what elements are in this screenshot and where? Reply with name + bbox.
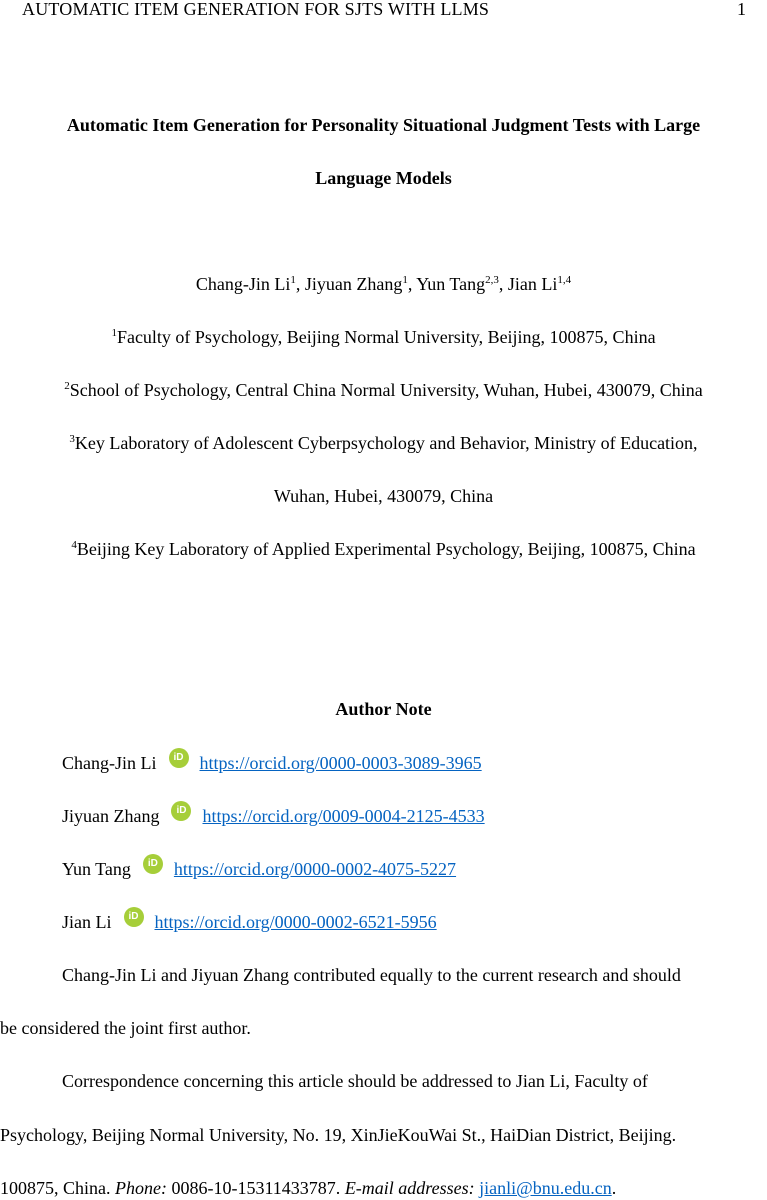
contribution-line-2: be considered the joint first author. xyxy=(0,1018,251,1038)
orcid-link[interactable]: https://orcid.org/0000-0002-4075-5227 xyxy=(173,859,457,879)
correspondence-text: 100875, China. xyxy=(0,1178,115,1198)
orcid-icon[interactable]: iD xyxy=(169,748,189,768)
affiliation-sup: 2 xyxy=(64,380,70,392)
correspondence-end: . xyxy=(611,1178,617,1198)
correspondence-line-1: Correspondence concerning this article should be addressed to Jian Li, Faculty of xyxy=(62,1071,648,1091)
author-separator: , xyxy=(407,274,417,294)
orcid-row xyxy=(62,858,456,880)
orcid-author-name: Yun Tang xyxy=(62,859,131,879)
author-separator: , xyxy=(498,274,508,294)
author-separator: , xyxy=(295,274,305,294)
phone-label: Phone: xyxy=(115,1178,167,1198)
orcid-author-name: Jian Li xyxy=(62,912,112,932)
affiliation-text: Key Laboratory of Adolescent Cyberpsychology and Behavior, Ministry of Education, xyxy=(74,433,698,453)
affiliation-sup: 4 xyxy=(71,539,77,551)
orcid-row xyxy=(62,752,482,774)
affiliation-4 xyxy=(0,538,767,560)
orcid-row xyxy=(62,805,485,827)
affiliation-3 xyxy=(0,432,767,454)
affiliation-text: School of Psychology, Central China Normal University, Wuhan, Hubei, 430079, China xyxy=(69,380,703,400)
author-name: Yun Tang xyxy=(416,274,486,294)
affiliation-3-line-2: Wuhan, Hubei, 430079, China xyxy=(273,486,494,506)
author-note-heading: Author Note xyxy=(335,699,432,719)
orcid-icon[interactable]: iD xyxy=(143,854,163,874)
affiliation-text: Beijing Key Laboratory of Applied Experimental Psychology, Beijing, 100875, China xyxy=(76,539,696,559)
orcid-link[interactable]: https://orcid.org/0000-0002-6521-5956 xyxy=(154,912,437,932)
phone-value: 0086-10-15311433787. xyxy=(166,1178,345,1198)
author-affiliation-sup: 1,4 xyxy=(557,274,572,286)
affiliation-sup: 1 xyxy=(111,327,117,339)
author-affiliation-sup: 1 xyxy=(290,274,296,286)
orcid-link[interactable]: https://orcid.org/0000-0003-3089-3965 xyxy=(199,753,482,773)
correspondence-line-3 xyxy=(0,1177,616,1199)
affiliation-sup: 3 xyxy=(69,433,75,445)
orcid-link[interactable]: https://orcid.org/0009-0004-2125-4533 xyxy=(202,806,485,826)
correspondence-line-2: Psychology, Beijing Normal University, No. 19, XinJieKouWai St., HaiDian District, Beijing. xyxy=(0,1125,677,1145)
orcid-author-name: Jiyuan Zhang xyxy=(62,806,160,826)
affiliation-1 xyxy=(0,326,767,348)
author-affiliation-sup: 2,3 xyxy=(485,274,499,286)
page-number: 1 xyxy=(737,0,746,19)
running-head: AUTOMATIC ITEM GENERATION FOR SJTS WITH LLMS xyxy=(22,0,490,19)
orcid-icon[interactable]: iD xyxy=(124,907,144,927)
author-name: Jiyuan Zhang xyxy=(304,274,403,294)
author-affiliation-sup: 1 xyxy=(402,274,408,286)
contribution-line-1: Chang-Jin Li and Jiyuan Zhang contributed equally to the current research and should xyxy=(62,965,681,985)
email-label: E-mail addresses: xyxy=(344,1178,475,1198)
author-list xyxy=(0,273,767,295)
orcid-row xyxy=(62,911,437,933)
paper-title-line-2: Language Models xyxy=(315,168,452,188)
paper-title-line-1: Automatic Item Generation for Personality Situational Judgment Tests with Large xyxy=(66,115,701,135)
orcid-author-name: Chang-Jin Li xyxy=(62,753,157,773)
email-link[interactable]: jianli@bnu.edu.cn xyxy=(479,1178,612,1198)
author-name: Chang-Jin Li xyxy=(195,274,291,294)
orcid-icon[interactable]: iD xyxy=(171,801,191,821)
author-name: Jian Li xyxy=(507,274,558,294)
affiliation-text: Faculty of Psychology, Beijing Normal University, Beijing, 100875, China xyxy=(116,327,656,347)
affiliation-2 xyxy=(0,379,767,401)
